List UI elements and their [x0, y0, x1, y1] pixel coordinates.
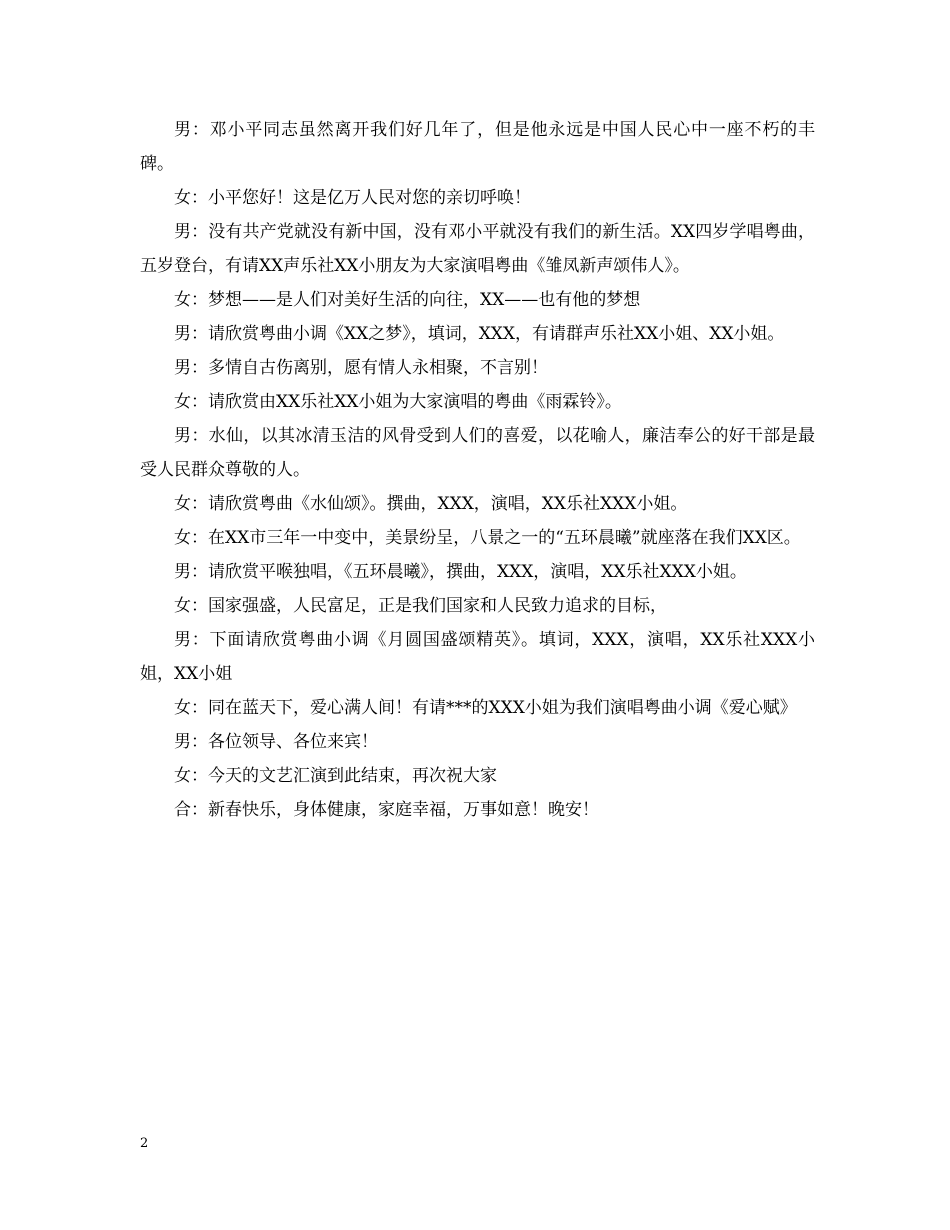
- paragraph-5: 男：请欣赏粤曲小调《XX之梦》，填词，XXX，有请群声乐社XX小姐、XX小姐。: [174, 324, 785, 344]
- paragraph-4: 女：梦想——是人们对美好生活的向往，XX——也有他的梦想: [174, 290, 641, 310]
- paragraph-13: 男：下面请欣赏粤曲小调《月圆国盛颂精英》。填词，XXX，演唱，XX乐社XXX小姐，XX小姐: [140, 630, 815, 684]
- page-number: 2: [140, 1136, 149, 1151]
- paragraph-16: 女：今天的文艺汇演到此结束，再次祝大家: [174, 766, 497, 786]
- paragraph-8: 男：水仙，以其冰清玉洁的风骨受到人们的喜爱，以花喻人，廉洁奉公的好干部是最受人民群众尊敬的人。: [140, 426, 815, 480]
- paragraph-10: 女：在XX市三年一中变中，美景纷呈，八景之一的“五环晨曦”就座落在我们XX区。: [174, 528, 801, 548]
- paragraph-1: 男：邓小平同志虽然离开我们好几年了，但是他永远是中国人民心中一座不朽的丰碑。: [140, 120, 815, 174]
- paragraph-11: 男：请欣赏平喉独唱，《五环晨曦》，撰曲，XXX，演唱，XX乐社XXX小姐。: [174, 562, 747, 582]
- paragraph-17: 合：新春快乐，身体健康，家庭幸福，万事如意！晚安！: [174, 800, 599, 820]
- paragraph-7: 女：请欣赏由XX乐社XX小姐为大家演唱的粤曲《雨霖铃》。: [174, 392, 622, 412]
- paragraph-3: 男：没有共产党就没有新中国，没有邓小平就没有我们的新生活。XX四岁学唱粤曲，五岁登台，有请XX声乐社XX小朋友为大家演唱粤曲《雏凤新声颂伟人》。: [140, 222, 815, 276]
- document-body: [140, 113, 815, 827]
- paragraph-12: 女：国家强盛，人民富足，正是我们国家和人民致力追求的目标，: [174, 596, 667, 616]
- paragraph-14: 女：同在蓝天下，爱心满人间！有请***的XXX小姐为我们演唱粤曲小调《爱心赋》: [174, 698, 797, 718]
- paragraph-9: 女：请欣赏粤曲《水仙颂》。撰曲，XXX，演唱，XX乐社XXX小姐。: [174, 494, 688, 514]
- paragraph-2: 女：小平您好！这是亿万人民对您的亲切呼唤！: [174, 188, 531, 208]
- paragraph-15: 男：各位领导、各位来宾！: [174, 732, 378, 752]
- paragraph-6: 男：多情自古伤离别，愿有情人永相聚，不言别！: [174, 358, 548, 378]
